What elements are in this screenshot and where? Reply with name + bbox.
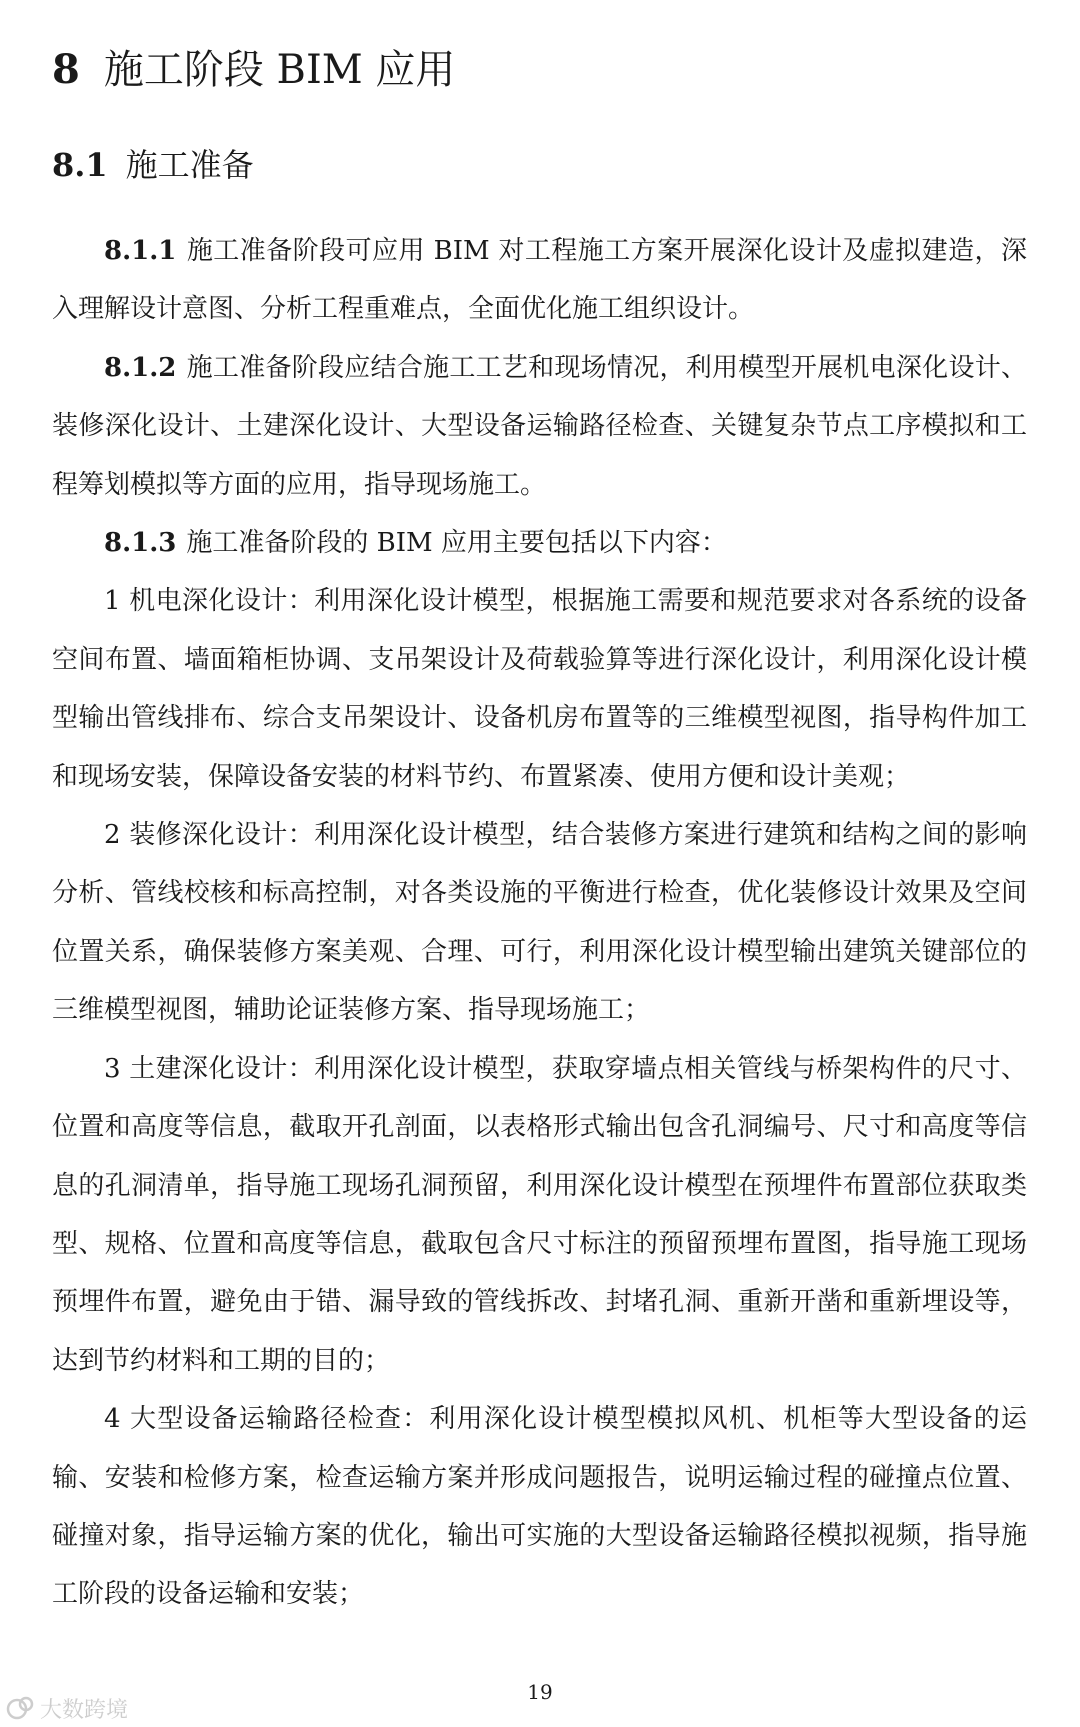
section-number: 8.1: [52, 146, 108, 184]
paragraph-text: 施工准备阶段可应用 BIM 对工程施工方案开展深化设计及虚拟建造，深入理解设计意图、分析工程重难点，全面优化施工组织设计。: [52, 236, 1027, 325]
section-title: 施工准备: [125, 146, 254, 184]
section-heading: [52, 142, 254, 188]
clause-number: 8.1.2: [104, 352, 177, 383]
page-number: 19: [527, 1680, 553, 1704]
paragraph: [52, 339, 1027, 514]
chapter-heading: [52, 42, 455, 98]
chapter-number: 8: [52, 46, 80, 93]
list-item: [52, 1390, 1027, 1624]
watermark-text: 大数跨境: [40, 1697, 129, 1723]
paragraph: [52, 514, 1027, 572]
body-text: [52, 222, 1027, 1624]
paragraph-text: 3 土建深化设计：利用深化设计模型，获取穿墙点相关管线与桥架构件的尺寸、位置和高度等信息，截取开孔剖面，以表格形式输出包含孔洞编号、尺寸和高度等信息的孔洞清单，指导施工现场孔洞预留，利用深化设计模型在预埋件布置部位获取类型、规格、位置和高度等信息，截取包含尺寸标注的预留预埋布置图，指导施工现场预埋件布置，避免由于错、漏导致的管线拆改、封堵孔洞、重新开凿和重新埋设等，达到节约材料和工期的目的；: [52, 1053, 1027, 1376]
paragraph-text: 施工准备阶段的 BIM 应用主要包括以下内容：: [186, 528, 727, 559]
list-item: [52, 806, 1027, 1040]
paragraph: [52, 222, 1027, 339]
paragraph-text: 施工准备阶段应结合施工工艺和现场情况，利用模型开展机电深化设计、装修深化设计、土建深化设计、大型设备运输路径检查、关键复杂节点工序模拟和工程筹划模拟等方面的应用，指导现场施工。: [52, 352, 1027, 500]
watermark: [6, 1693, 128, 1723]
list-item: [52, 1040, 1027, 1390]
clause-number: 8.1.1: [104, 236, 177, 266]
clause-number: 8.1.3: [104, 528, 177, 559]
paragraph-text: 1 机电深化设计：利用深化设计模型，根据施工需要和规范要求对各系统的设备空间布置、墙面箱柜协调、支吊架设计及荷载验算等进行深化设计，利用深化设计模型输出管线排布、综合支吊架设计、设备机房布置等的三维模型视图，指导构件加工和现场安装，保障设备安装的材料节约、布置紧凑、使用方便和设计美观；: [52, 586, 1027, 792]
logo-icon: [6, 1695, 36, 1721]
chapter-title: 施工阶段 BIM 应用: [103, 47, 456, 93]
paragraph-text: 4 大型设备运输路径检查：利用深化设计模型模拟风机、机柜等大型设备的运输、安装和检修方案，检查运输方案并形成问题报告，说明运输过程的碰撞点位置、碰撞对象，指导运输方案的优化，输出可实施的大型设备运输路径模拟视频，指导施工阶段的设备运输和安装；: [52, 1404, 1027, 1610]
list-item: [52, 572, 1027, 806]
paragraph-text: 2 装修深化设计：利用深化设计模型，结合装修方案进行建筑和结构之间的影响分析、管线校核和标高控制，对各类设施的平衡进行检查，优化装修设计效果及空间位置关系，确保装修方案美观、合理、可行，利用深化设计模型输出建筑关键部位的三维模型视图，辅助论证装修方案、指导现场施工；: [52, 820, 1027, 1026]
